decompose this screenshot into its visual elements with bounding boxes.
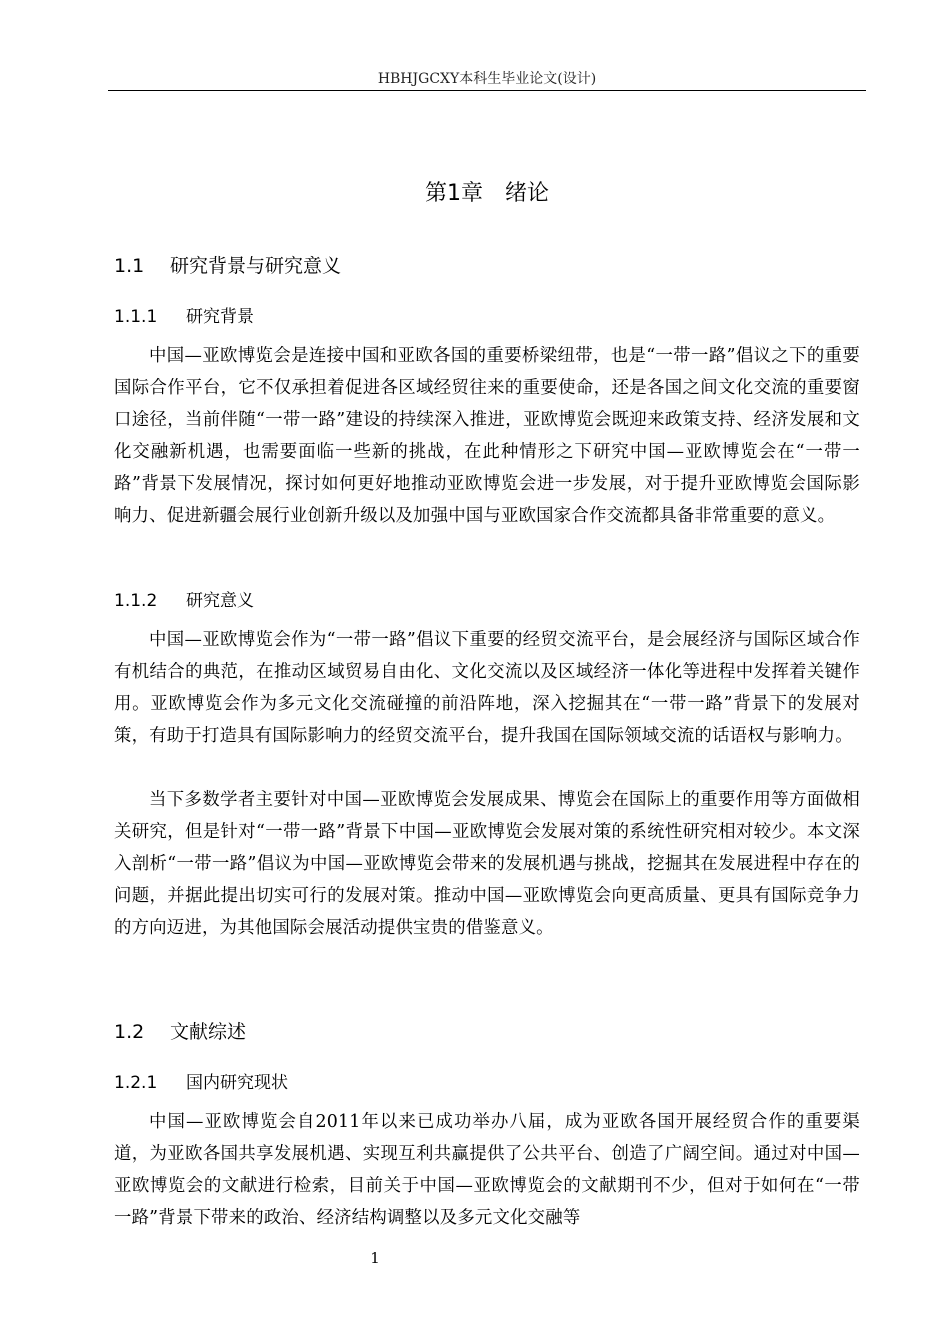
subsection-title: 研究意义 [186, 591, 254, 611]
subsection-heading [114, 588, 254, 614]
header-rule [108, 90, 866, 91]
body-paragraph: 当下多数学者主要针对中国—亚欧博览会发展成果、博览会在国际上的重要作用等方面做相关研究，但是针对“一带一路”背景下中国—亚欧博览会发展对策的系统性研究相对较少。本文深入剖析“一带一路”倡议为中国—亚欧博览会带来的发展机遇与挑战，挖掘其在发展进程中存在的问题，并据此提出切实可行的发展对策。推动中国—亚欧博览会向更高质量、更具有国际竞争力的方向迈进，为其他国际会展活动提供宝贵的借鉴意义。 [114, 790, 860, 938]
section-number: 1.2 [114, 1021, 145, 1043]
subsection-title: 国内研究现状 [186, 1073, 288, 1093]
body-paragraph: 中国—亚欧博览会自2011年以来已成功举办八届，成为亚欧各国开展经贸合作的重要渠道，为亚欧各国共享发展机遇、实现互利共赢提供了公共平台、创造了广阔空间。通过对中国—亚欧博览会的文献进行检索，目前关于中国—亚欧博览会的文献期刊不少，但对于如何在“一带一路”背景下带来的政治、经济结构调整以及多元文化交融等 [114, 1112, 860, 1228]
section-heading [114, 1018, 246, 1046]
running-header: HBHJGCXY本科生毕业论文(设计) [377, 71, 597, 87]
chapter-title [108, 178, 866, 210]
subsection-number: 1.1.1 [114, 307, 158, 327]
chapter-name: 绪论 [504, 181, 549, 206]
chapter-number: 第1章 [424, 181, 483, 206]
subsection-title: 研究背景 [186, 307, 254, 327]
subsection-heading [114, 1070, 288, 1096]
section-title: 文献综述 [170, 1021, 247, 1043]
body-paragraph: 中国—亚欧博览会作为“一带一路”倡议下重要的经贸交流平台，是会展经济与国际区域合作有机结合的典范，在推动区域贸易自由化、文化交流以及区域经济一体化等进程中发挥着关键作用。亚欧博览会作为多元文化交流碰撞的前沿阵地，深入挖掘其在“一带一路”背景下的发展对策，有助于打造具有国际影响力的经贸交流平台，提升我国在国际领域交流的话语权与影响力。 [114, 630, 860, 746]
body-paragraph: 中国—亚欧博览会是连接中国和亚欧各国的重要桥梁纽带，也是“一带一路”倡议之下的重要国际合作平台，它不仅承担着促进各区域经贸往来的重要使命，还是各国之间文化交流的重要窗口途径，当前伴随“一带一路”建设的持续深入推进，亚欧博览会既迎来政策支持、经济发展和文化交融新机遇，也需要面临一些新的挑战，在此种情形之下研究中国—亚欧博览会在“一带一路”背景下发展情况，探讨如何更好地推动亚欧博览会进一步发展，对于提升亚欧博览会国际影响力、促进新疆会展行业创新升级以及加强中国与亚欧国家合作交流都具备非常重要的意义。 [114, 346, 860, 526]
section-number: 1.1 [114, 255, 145, 277]
subsection-number: 1.2.1 [114, 1073, 158, 1093]
section-heading [114, 252, 341, 280]
section-title: 研究背景与研究意义 [170, 255, 342, 277]
page-number: 1 [370, 1249, 380, 1267]
subsection-number: 1.1.2 [114, 591, 158, 611]
subsection-heading [114, 304, 254, 330]
